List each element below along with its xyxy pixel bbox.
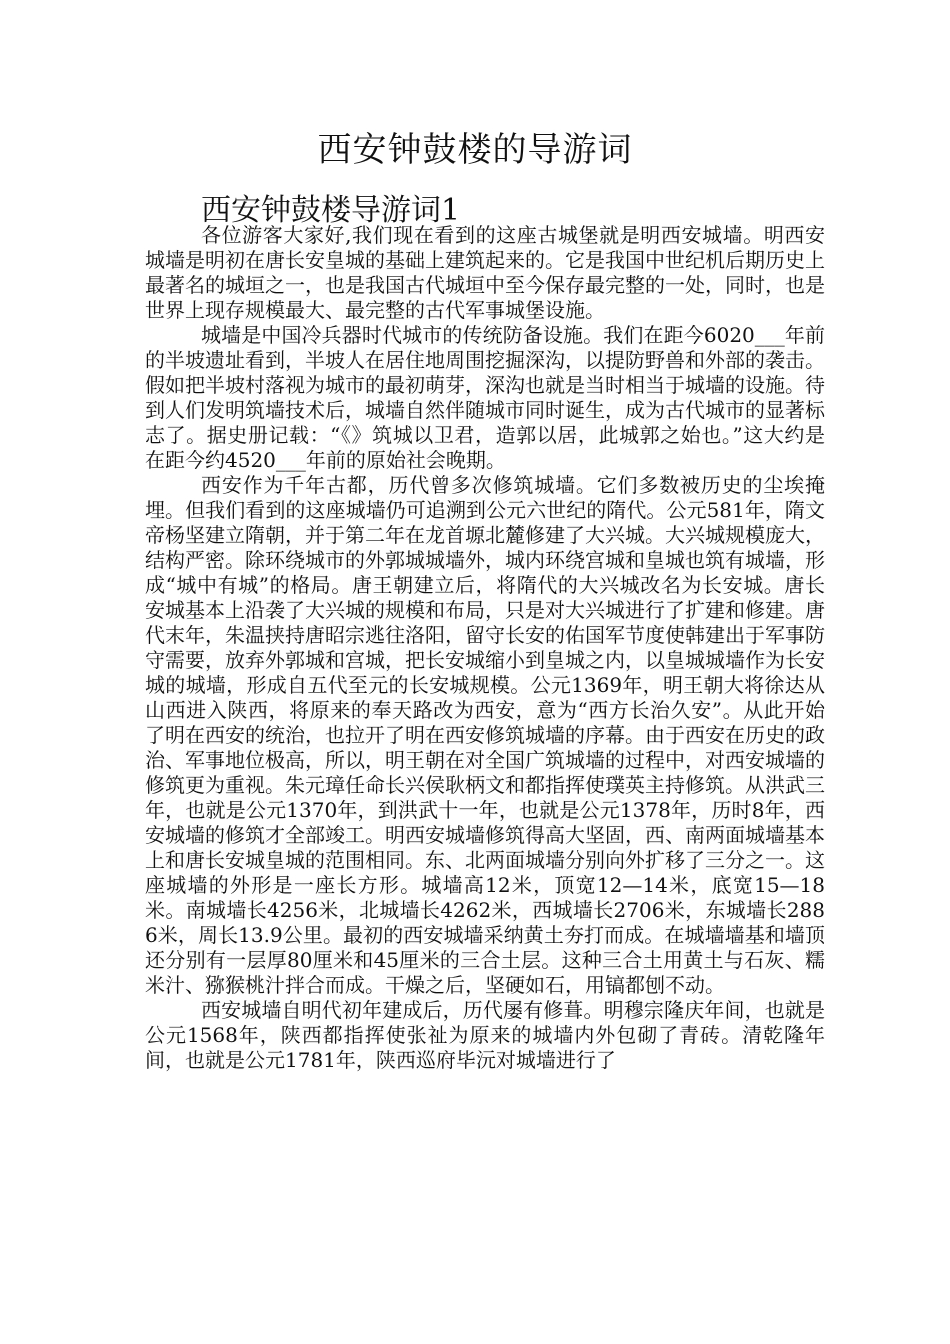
document-title: 西安钟鼓楼的导游词 xyxy=(317,130,633,170)
paragraph-later-repairs: 西安城墙自明代初年建成后，历代屡有修葺。明穆宗隆庆年间，也就是公元1568年，陕西都指挥使张祉为原来的城墙内外包砌了青砖。清乾隆年间，也就是公元1781年，陕西巡府毕沅对城墙进行了 xyxy=(145,998,825,1072)
paragraph-wall-history: 西安作为千年古都，历代曾多次修筑城墙。它们多数被历史的尘埃掩埋。但我们看到的这座城墙仍可追溯到公元六世纪的隋代。公元581年，隋文帝杨坚建立隋朝，并于第二年在龙首塬北麓修建了大兴城。大兴城规模庞大，结构严密。除环绕城市的外郭城城墙外，城内环绕宫城和皇城也筑有城墙，形成“城中有城”的格局。唐王朝建立后，将隋代的大兴城改名为长安城。唐长安城基本上沿袭了大兴城的规模和布局，只是对大兴城进行了扩建和修建。唐代末年，朱温挟持唐昭宗逃往洛阳，留守长安的佑国军节度使韩建出于军事防守需要，放弃外郭城和宫城，把长安城缩小到皇城之内，以皇城城墙作为长安城的城墙，形成自五代至元的长安城规模。公元1369年，明王朝大将徐达从山西进入陕西，将原来的奉天路改为西安，意为“西方长治久安”。从此开始了明在西安的统治，也拉开了明在西安修筑城墙的序幕。由于西安在历史的政治、军事地位极高，所以，明王朝在对全国广筑城墙的过程中，对西安城墙的修筑更为重视。朱元璋任命长兴侯耿柄文和都指挥使璞英主持修筑。从洪武三年，也就是公元1370年，到洪武十一年，也就是公元1378年，历时8年，西安城墙的修筑才全部竣工。明西安城墙修筑得高大坚固，西、南两面城墙基本上和唐长安城皇城的范围相同。东、北两面城墙分别向外扩移了三分之一。这座城墙的外形是一座长方形。城墙高12米，顶宽12—14米，底宽15—18米。南城墙长4256米，北城墙长4262米，西城墙长2706米，东城墙长2886米，周长13.9公里。最初的西安城墙采纳黄土夯打而成。在城墙墙基和墙顶还分别有一层厚80厘米和45厘米的三合土层。这种三合土用黄土与石灰、糯米汁、猕猴桃汁拌合而成。干燥之后，坚硬如石，用镐都刨不动。 xyxy=(145,473,825,997)
section-heading: 西安钟鼓楼导游词1 xyxy=(201,193,461,228)
paragraph-city-wall-origin: 城墙是中国冷兵器时代城市的传统防备设施。我们在距今6020___年前的半坡遗址看到，半坡人在居住地周围挖掘深沟，以提防野兽和外部的袭击。假如把半坡村落视为城市的最初萌芽，深沟也就是当时相当于城墙的设施。待到人们发明筑墙技术后，城墙自然伴随城市同时诞生，成为古代城市的显著标志了。据史册记载：“《》筑城以卫君，造郭以居，此城郭之始也。”这大约是在距今约4520___年前的原始社会晚期。 xyxy=(145,323,825,472)
paragraph-intro: 各位游客大家好,我们现在看到的这座古城堡就是明西安城墙。明西安城墙是明初在唐长安皇城的基础上建筑起来的。它是我国中世纪机后期历史上最著名的城垣之一，也是我国古代城垣中至今保存最完整的一处，同时，也是世界上现存规模最大、最完整的古代军事城堡设施。 xyxy=(145,223,825,322)
document-body xyxy=(145,193,825,1073)
